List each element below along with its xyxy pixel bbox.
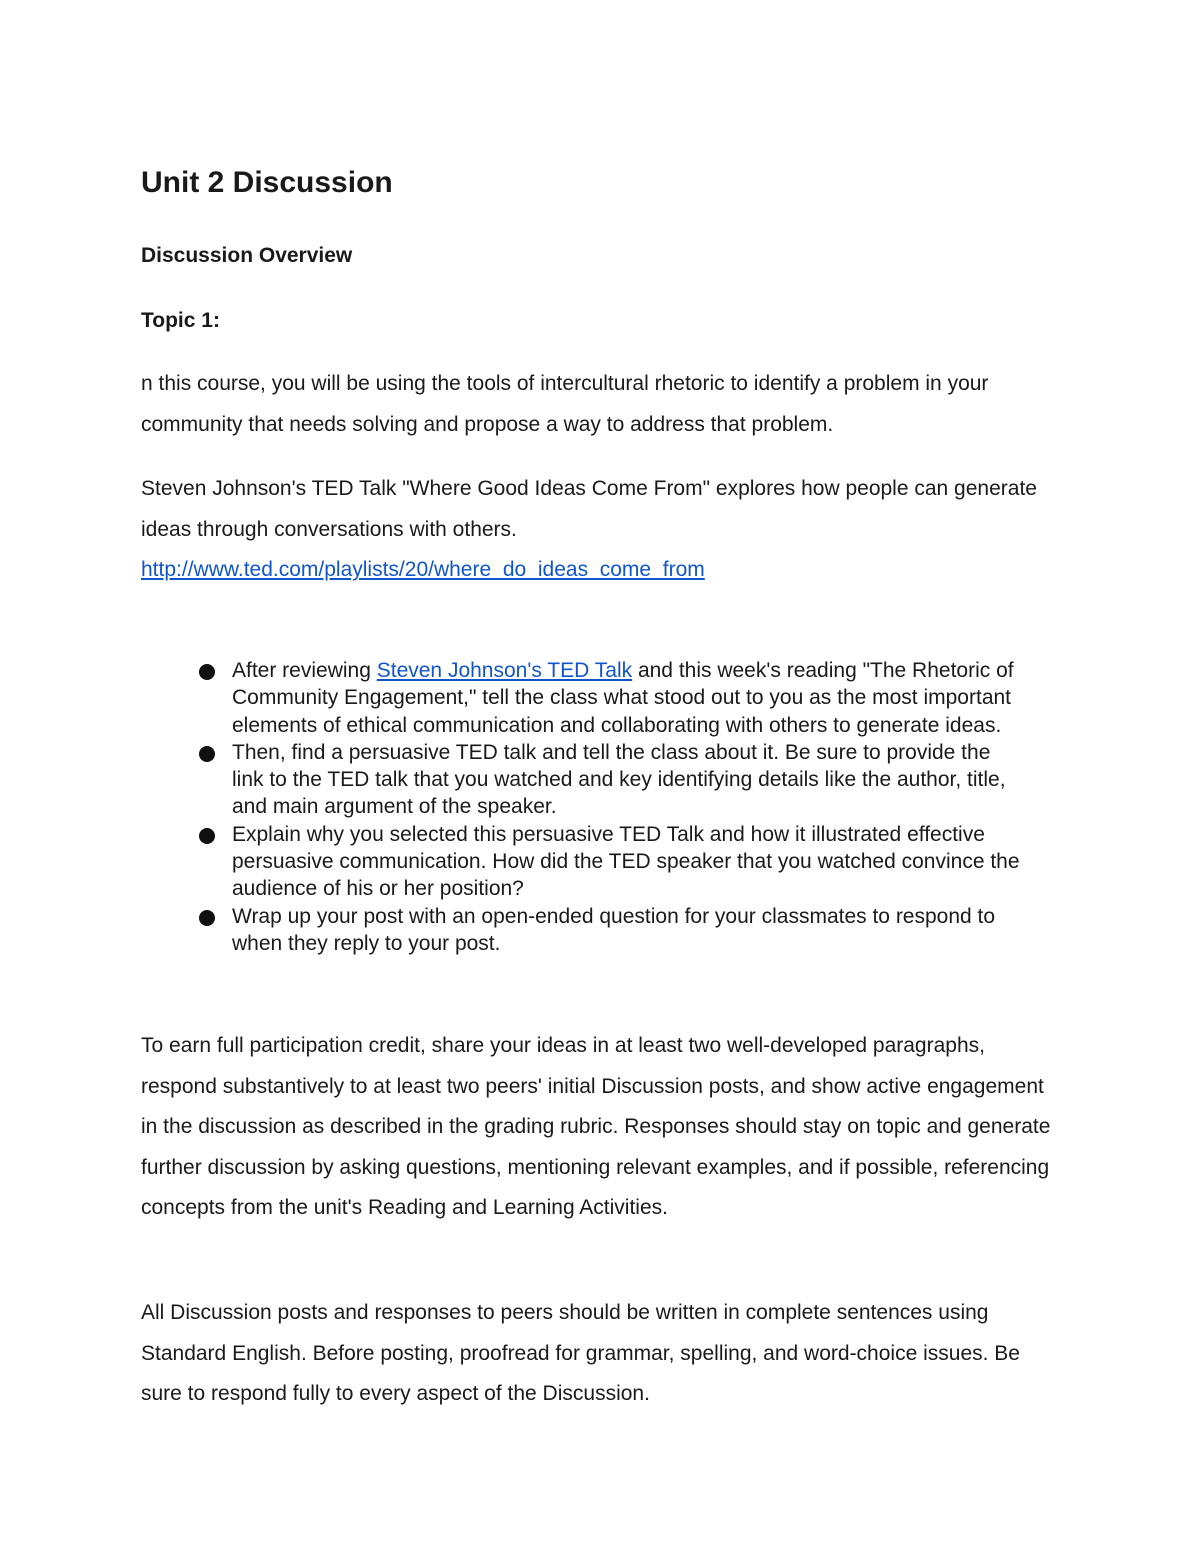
list-item [196,657,1026,739]
bullet-text: After reviewing [232,659,377,682]
list-item [196,739,1026,821]
list-item [196,903,1026,958]
standards-paragraph: All Discussion posts and responses to peers should be written in complete sentences using Standard English. Before posting, proofread for grammar, spelling, and word-choice issues. Be sure to respond fully to every aspect of the Discussion. [141,1301,1020,1406]
bullet-icon [199,664,215,680]
bullet-text: and this week's reading "The Rhetoric of Community Engagement," tell the class what stood out to you as the most important elements of ethical communication and collaborating with others to generate ideas. [232,659,1014,737]
overview-heading: Discussion Overview [141,244,353,267]
bullet-text: Explain why you selected this persuasive TED Talk and how it illustrated effective persuasive communication. How did the TED speaker that you watched convince the audience of his or her position? [232,822,1020,901]
list-item [196,821,1026,903]
bullet-icon [199,910,215,926]
instruction-list [196,657,1026,957]
ted-talk-link[interactable]: Steven Johnson's TED Talk [376,659,633,682]
bullet-icon [199,746,215,762]
page-title: Unit 2 Discussion [141,166,393,199]
credit-paragraph: To earn full participation credit, share your ideas in at least two well-developed paragraphs, respond substantively to at least two peers' initial Discussion posts, and show active engagement in the discussion as described in the grading rubric. Responses should stay on topic and generate further discussion by asking questions, mentioning relevant examples, and if possible, referencing concepts from the unit's Reading and Learning Activities. [141,1034,1051,1220]
ted-intro-text: Steven Johnson's TED Talk "Where Good Ideas Come From" explores how people can generate ideas through conversations with others. [141,477,1037,541]
bullet-text: Then, find a persuasive TED talk and tell the class about it. Be sure to provide the link to the TED talk that you watched and key identifying details like the author, title, and main argument of the speaker. [232,740,1006,819]
bullet-icon [199,828,215,844]
ted-playlist-link[interactable]: http://www.ted.com/playlists/20/where_do_ideas_come_from [141,558,705,582]
intro-paragraph: n this course, you will be using the tools of intercultural rhetoric to identify a problem in your community that needs solving and propose a way to address that problem. [141,372,989,436]
ted-intro-block [141,469,1056,591]
bullet-text: Wrap up your post with an open-ended question for your classmates to respond to when they reply to your post. [232,904,996,955]
topic-heading: Topic 1: [141,309,220,332]
